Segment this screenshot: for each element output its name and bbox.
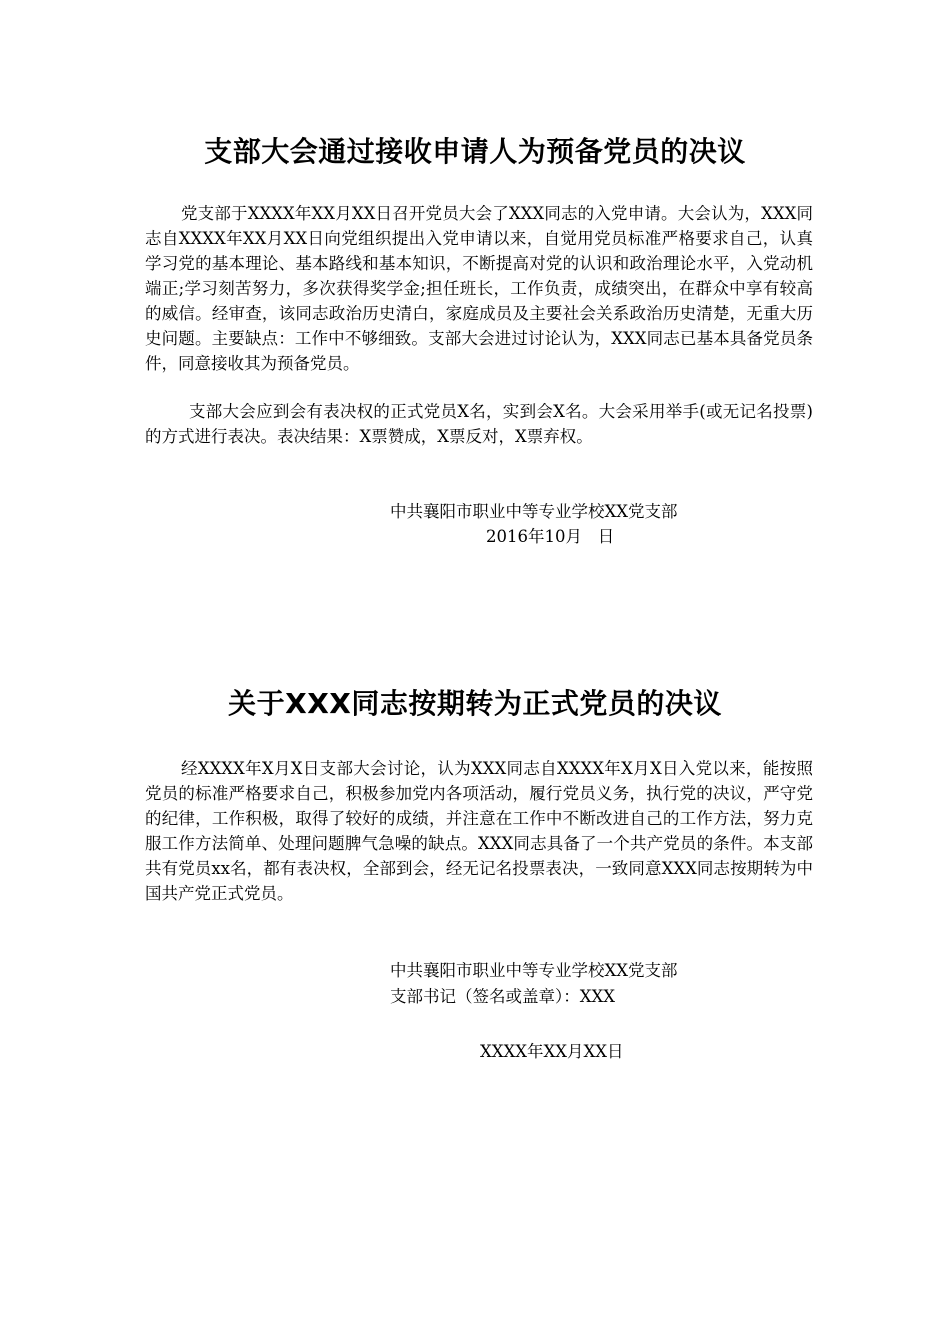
resolution-1-paragraph-2: 支部大会应到会有表决权的正式党员X名，实到会X名。大会采用举手(或无记名投票)的方式进行表决。表决结果：X票赞成，X票反对，X票弃权。	[145, 402, 813, 446]
resolution-1-paragraph-1: 党支部于XXXX年XX月XX日召开党员大会了XXX同志的入党申请。大会认为，XXX同志自XXXX年XX月XX日向党组织提出入党申请以来，自觉用党员标准严格要求自己，认真学习党的基本理论、基本路线和基本知识，不断提高对党的认识和政治理论水平，入党动机端正;学习刻苦努力，多次获得奖学金;担任班长，工作负责，成绩突出，在群众中享有较高的威信。经审查，该同志政治历史清白，家庭成员及主要社会关系政治历史清楚，无重大历史问题。主要缺点：工作中不够细致。支部大会进过讨论认为，XXX同志已基本具备党员条件，同意接收其为预备党员。	[145, 204, 813, 373]
resolution-1-signature-org: 中共襄阳市职业中等专业学校XX党支部	[390, 502, 678, 521]
resolution-2-signature-date: XXXX年XX月XX日	[480, 1042, 624, 1061]
resolution-title-1: 支部大会通过接收申请人为预备党员的决议	[204, 135, 746, 168]
resolution-title-2: 关于XXX同志按期转为正式党员的决议	[228, 687, 722, 720]
resolution-1-signature-date: 2016年10月 日	[486, 527, 615, 546]
resolution-2-paragraph-1: 经XXXX年X月X日支部大会讨论，认为XXX同志自XXXX年X月X日入党以来，能按照党员的标准严格要求自己，积极参加党内各项活动，履行党员义务，执行党的决议，严守党的纪律，工作积极，取得了较好的成绩，并注意在工作中不断改进自己的工作方法，努力克服工作方法简单、处理问题脾气急噪的缺点。XXX同志具备了一个共产党员的条件。本支部共有党员xx名，都有表决权，全部到会，经无记名投票表决，一致同意XXX同志按期转为中国共产党正式党员。	[145, 759, 813, 903]
resolution-2-signature-org: 中共襄阳市职业中等专业学校XX党支部	[390, 961, 678, 980]
resolution-2-signature-secretary: 支部书记（签名或盖章）：XXX	[390, 987, 615, 1006]
